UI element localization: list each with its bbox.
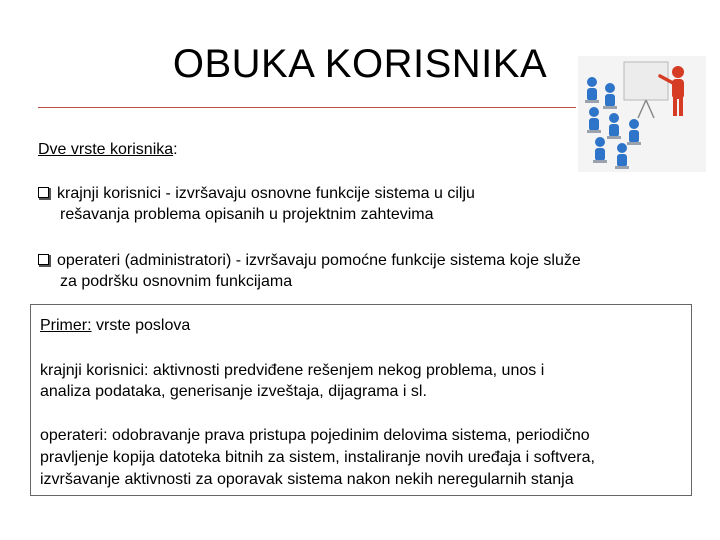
example-paragraph-line: operateri: odobravanje prava pristupa pojedinim delovima sistema, periodično xyxy=(40,427,590,444)
example-paragraph-line: izvršavanje aktivnosti za oporavak sistema nakon nekih neregularnih stanja xyxy=(40,471,574,488)
example-heading xyxy=(40,315,190,336)
section-heading xyxy=(38,141,178,159)
classroom-presentation-icon xyxy=(578,56,706,172)
bullet-line: rešavanja problema opisanih u projektnim zahtevima xyxy=(60,206,434,223)
bullet-line: za podršku osnovnim funkcijama xyxy=(60,273,293,290)
section-heading-colon: : xyxy=(173,141,178,158)
title-divider xyxy=(38,107,576,108)
section-heading-text: Dve vrste korisnika xyxy=(38,141,174,158)
slide-title: OBUKA KORISNIKA xyxy=(172,42,548,86)
example-heading-label: Primer: xyxy=(40,317,92,334)
bullet-line: operateri (administratori) - izvršavaju pomoćne funkcije sistema koje služe xyxy=(57,252,581,269)
example-paragraph-line: pravljenje kopija datoteka bitnih za sistem, instaliranje novih uređaja i softvera, xyxy=(40,449,595,466)
example-paragraph-line: analiza podataka, generisanje izveštaja, dijagrama i sl. xyxy=(40,383,427,400)
bullet-line: krajnji korisnici - izvršavaju osnovne funkcije sistema u cilju xyxy=(57,185,475,202)
bullet-end-users xyxy=(38,183,475,225)
example-paragraph-line: krajnji korisnici: aktivnosti predviđene rešenjem nekog problema, unos i xyxy=(40,362,545,379)
checkbox-bullet-icon xyxy=(38,187,49,198)
example-box xyxy=(30,304,692,496)
bullet-operators xyxy=(38,250,581,292)
checkbox-bullet-icon xyxy=(38,254,49,265)
example-heading-rest: vrste poslova xyxy=(91,317,191,334)
